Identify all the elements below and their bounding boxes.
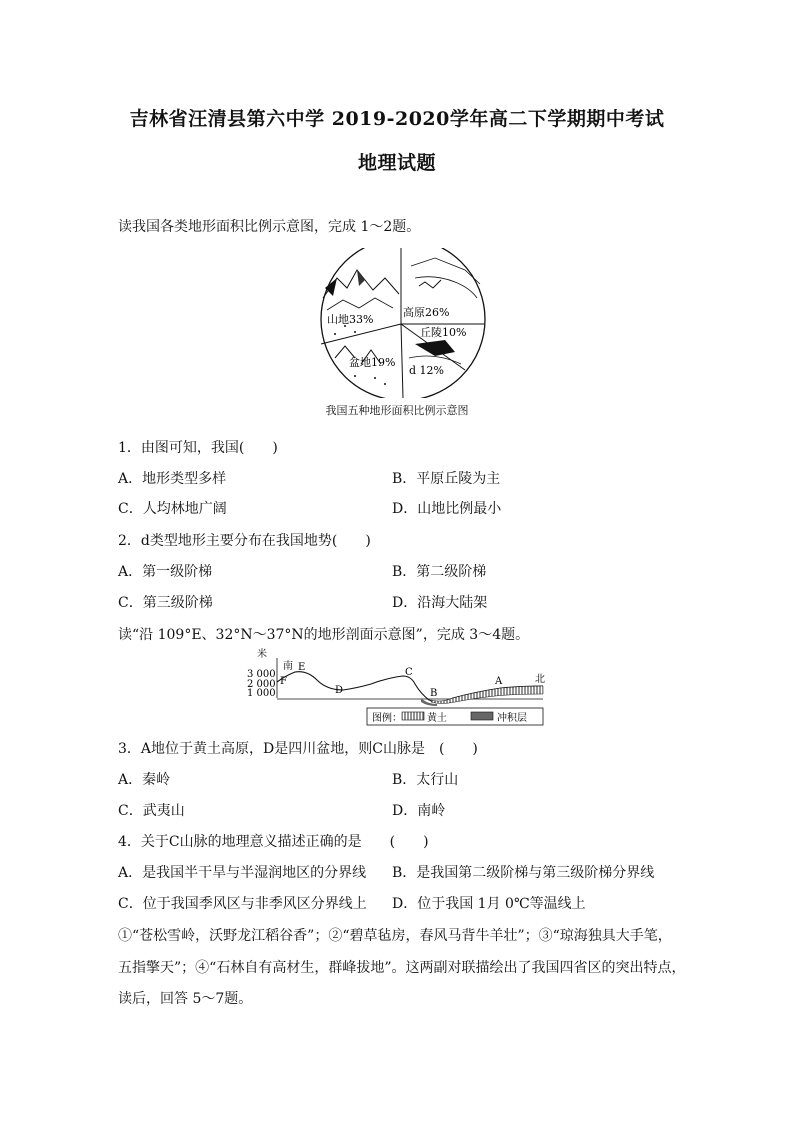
profile-point-c: C [405,667,413,678]
label-d: d 12% [409,364,444,377]
q1-option-b: B．平原丘陵为主 [392,471,501,487]
intro-q3-4: 读“沿 109°E、32°N～37°N的地形剖面示意图”，完成 3～4题。 [118,627,530,643]
q3-option-d: D．南岭 [392,803,446,819]
q4-option-b: B．是我国第二级阶梯与第三级阶梯分界线 [392,865,655,881]
q1-option-a: A．地形类型多样 [118,471,227,487]
profile-point-b: B [430,688,438,699]
q3-option-c: C．武夷山 [118,803,185,819]
passage-line-3: 读后，回答 5～7题。 [118,991,253,1007]
q2-option-b: B．第二级阶梯 [392,564,487,580]
terrain-area-pie-diagram [315,248,495,398]
q1-stem: 1．由图可知，我国( ) [118,440,278,456]
profile-point-a: A [495,676,503,687]
profile-point-d: D [335,685,344,696]
profile-point-e: E [298,662,306,673]
passage-line-2: 五指擎天”；④“石林自有高材生，群峰拔地”。这两副对联描绘出了我国四省区的突出特点， [118,960,686,976]
page-title-line-1: 吉林省汪清县第六中学 2019-2020学年高二下学期期中考试 [129,108,665,130]
q3-option-a: A．秦岭 [118,772,171,788]
legend-alluvium: 冲积层 [497,713,527,724]
legend-prefix: 图例： [372,713,402,724]
q2-stem: 2．d类型地形主要分布在我国地势( ) [118,533,371,549]
pie-caption: 我国五种地形面积比例示意图 [325,404,469,417]
q3-stem: 3．A地位于黄土高原，D是四川盆地，则C山脉是 ( ) [118,741,478,757]
q4-option-d: D．位于我国 1月 0℃等温线上 [392,896,586,912]
legend-loess: 黄土 [427,713,447,724]
q2-option-a: A．第一级阶梯 [118,564,213,580]
profile-point-f: F [280,676,287,687]
label-plateau: 高原26% [403,306,450,319]
q4-option-a: A．是我国半干旱与半湿润地区的分界线 [118,865,367,881]
q1-option-c: C．人均林地广阔 [118,501,227,517]
passage-line-1: ①“苍松雪岭，沃野龙江稻谷香”；②“碧草毡房，春风马背牛羊壮”；③“琼海独具大手笔， [118,928,672,944]
terrain-profile-diagram [245,648,550,728]
q2-option-d: D．沿海大陆架 [392,595,488,611]
q4-stem: 4．关于C山脉的地理意义描述正确的是 ( ) [118,834,429,850]
profile-tick-3000: 3 000 [247,669,276,680]
q2-option-c: C．第三级阶梯 [118,595,213,611]
intro-q1-2: 读我国各类地形面积比例示意图，完成 1～2题。 [118,219,421,235]
profile-north: 北 [535,674,545,685]
profile-south: 南 [283,661,293,672]
q3-option-b: B．太行山 [392,772,459,788]
q4-option-c: C．位于我国季风区与非季风区分界线上 [118,896,367,912]
profile-tick-2000: 2 000 [247,679,276,690]
label-basin: 盆地19% [349,356,396,369]
label-hill: 丘陵10% [420,326,467,339]
q1-option-d: D．山地比例最小 [392,501,502,517]
page-title-line-2: 地理试题 [357,152,436,174]
profile-tick-1000: 1 000 [247,688,276,699]
label-mountain: 山地33% [327,313,374,326]
profile-unit: 米 [257,649,267,660]
